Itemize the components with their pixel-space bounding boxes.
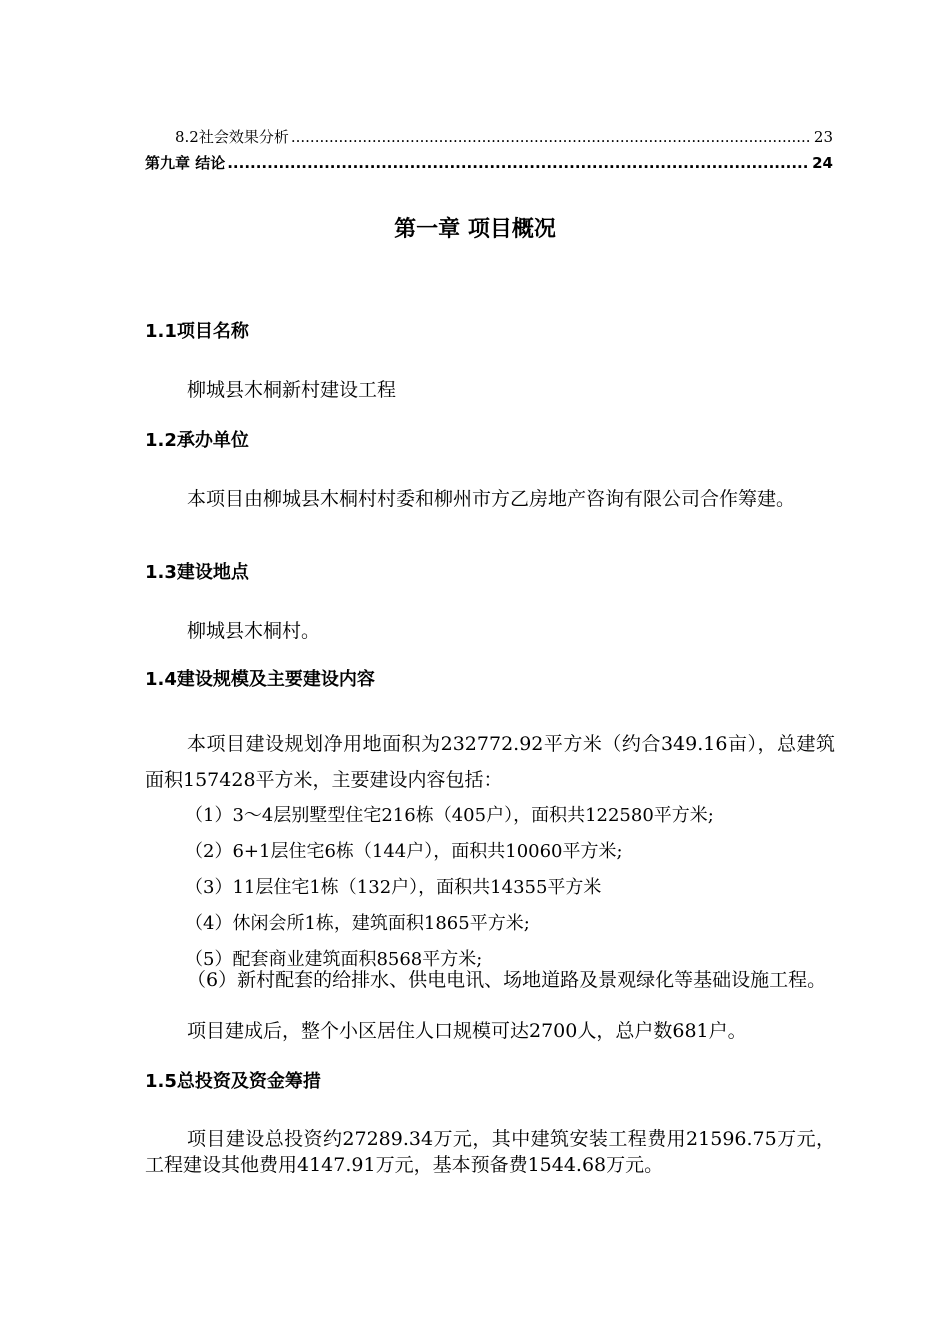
toc-page: 23 xyxy=(813,128,833,146)
list-item: （2）6+1层住宅6栋（144户），面积共10060平方米; xyxy=(185,841,623,862)
toc-entry[interactable] xyxy=(175,126,833,147)
list-item: （1）3～4层别墅型住宅216栋（405户），面积共122580平方米; xyxy=(185,805,714,826)
toc-entry[interactable] xyxy=(145,152,833,173)
toc-label: 8.2社会效果分析 xyxy=(175,128,289,146)
section-body: 柳城县木桐村。 xyxy=(187,620,321,642)
list-item: （3）11层住宅1栋（132户），面积共14355平方米 xyxy=(185,877,602,898)
section-summary: 项目建成后，整个小区居住人口规模可达2700人，总户数681户。 xyxy=(187,1020,747,1042)
section-heading: 1.5总投资及资金筹措 xyxy=(145,1071,321,1092)
section-heading: 1.2承办单位 xyxy=(145,430,249,451)
section-body: 项目建设总投资约27289.34万元，其中建筑安装工程费用21596.75万元，工程建设其他费用4147.91万元，基本预备费1544.68万元。 xyxy=(145,1128,835,1176)
list-item: （5）配套商业建筑面积8568平方米; xyxy=(185,949,483,970)
toc-page: 24 xyxy=(812,154,833,172)
toc-leader xyxy=(291,128,812,146)
section-heading: 1.4建设规模及主要建设内容 xyxy=(145,669,375,690)
section-heading: 1.1项目名称 xyxy=(145,321,249,342)
section-intro: 本项目建设规划净用地面积为232772.92平方米（约合349.16亩），总建筑面积157428平方米，主要建设内容包括： xyxy=(145,733,835,791)
section-body: 柳城县木桐新村建设工程 xyxy=(187,379,397,401)
list-item: （4）休闲会所1栋，建筑面积1865平方米; xyxy=(185,913,530,934)
section-body: 本项目由柳城县木桐村村委和柳州市方乙房地产咨询有限公司合作筹建。 xyxy=(187,488,796,510)
section-heading: 1.3建设地点 xyxy=(145,562,249,583)
list-item: （6）新村配套的给排水、供电电讯、场地道路及景观绿化等基础设施工程。 xyxy=(187,969,827,991)
chapter-title: 第一章 项目概况 xyxy=(394,217,556,242)
toc-label: 第九章 结论 xyxy=(145,154,226,172)
toc-leader xyxy=(227,154,810,172)
